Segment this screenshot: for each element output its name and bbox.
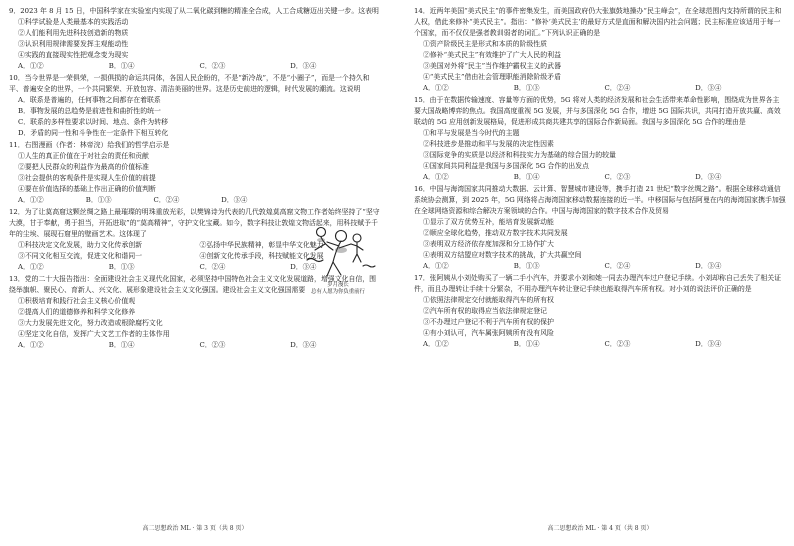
answer-options (414, 261, 786, 272)
question-stem: 15．由于在数据传输速度、容量等方面的优势，5G 将对人类的经济发展和社会生活带来革命性影响，围绕成为世界各主要大国战略博弈的焦点。我国高度重视 5G 发展，并与多国深化 5G 合作，增进 5G 国际共识，共同打造开放共赢、高效联动的 5G 应用创新发展格局，促进形成共商共建共享的国际合作新局面。我国与多国深化 5G 合作的理由是 (414, 96, 781, 126)
statement-1: ①科学试验是人类最基本的实践活动 (18, 18, 129, 26)
option-d[interactable]: D．③④ (221, 196, 248, 204)
cartoon-illustration (297, 220, 379, 280)
option-a[interactable]: A．联系是普遍的，任何事物之间都存在着联系 (18, 96, 161, 104)
option-c[interactable]: C．②④ (604, 84, 631, 92)
statement-4: ④国家间共同利益是我国与多国深化 5G 合作的出发点 (423, 162, 589, 170)
option-a[interactable]: A．①② (18, 62, 44, 70)
cartoon-caption-line-1: 岁月漫长 (327, 282, 349, 288)
option-a[interactable]: A．①② (18, 196, 44, 204)
option-c[interactable]: C．②③ (199, 62, 226, 70)
statement-3: ③认识利用规律需要发挥主观能动性 (18, 40, 129, 48)
statement-1: ①资产阶级民主是形式和本质的阶级性质 (423, 40, 548, 48)
question-stem: 13．党的二十大报告指出：全面建设社会主义现代化国家，必须坚持中国特色社会主义文化发展道路，增强文化自信，围绕举旗帜、聚民心、育新人、兴文化、展形象建设社会主义文化强国。建设社会主义文化强国需要 (9, 275, 377, 294)
option-b[interactable]: B．①③ (513, 84, 540, 92)
option-b[interactable]: B．事物发展的总趋势是前进性和曲折性的统一 (18, 107, 161, 115)
option-d[interactable]: D．③④ (695, 340, 722, 348)
answer-options (9, 195, 289, 206)
question-14 (414, 6, 786, 94)
option-d[interactable]: D．③④ (695, 262, 722, 270)
question-9 (9, 6, 381, 72)
answer-options (414, 172, 786, 183)
option-c[interactable]: C．②③ (604, 173, 631, 181)
option-b[interactable]: B．①③ (85, 196, 112, 204)
answer-options (9, 340, 381, 351)
question-stem: 9．2023 年 8 月 15 日，中国科学家在实验室内实现了从二氧化碳到糖的精准全合成，人工合成糖迈出关键一步。这表明 (9, 7, 379, 15)
option-b[interactable]: B．①④ (513, 340, 540, 348)
option-c[interactable]: C．②④ (153, 196, 180, 204)
page-3 (9, 6, 381, 536)
statement-4: ④要在价值选择的基础上作出正确的价值判断 (18, 185, 156, 193)
option-c[interactable]: C．②③ (604, 340, 631, 348)
statement-3: ③社会提供的客观条件是实现人生价值的前提 (18, 174, 156, 182)
question-stem: 12．为了让莫高窟这颗丝绸之路上最璀璨的明珠重放光彩，以樊锦诗为代表的几代敦煌莫高窟文物工作者始终坚持了“坚守大漠，甘于奉献，勇于担当，开拓进取”的“莫高精神”，守护文化宝藏。如今，数字科技让敦煌文物活起来，用科技赋予千年的尘埃、展现石窟里的壁画艺术。这体现了 (9, 208, 380, 238)
cartoon-caption (293, 282, 383, 296)
statement-2: ②修补“美式民主”有效维护了广大人民的利益 (423, 51, 561, 59)
answer-options (414, 83, 786, 94)
statement-3: ③不同文化相互交流，促进文化和谐同一 (18, 252, 143, 260)
question-stem: 17．张阿姨从小刘处购买了一辆二手小汽车，并要求小刘和她一同去办理汽车过户登记手续。小刘却称自己丢失了相关证件，而且办理转让手续十分繁杂，不用办理汽车转让登记手续也能取得汽车所有权。对小刘的说法评价正确的是 (414, 274, 782, 293)
statement-4: ④表明双方结盟应对数字技术的挑战，扩大共赢空间 (423, 251, 582, 259)
cartoon-caption-line-2: 总有人愿为你负重前行 (311, 289, 365, 295)
option-d[interactable]: D．③④ (290, 341, 317, 349)
statement-1: ①人生的真正价值在于对社会的责任和贡献 (18, 152, 149, 160)
question-16 (414, 184, 786, 272)
statement-2: ②顺应全球化趋势，推动双方数字技术共同发展 (423, 229, 568, 237)
statement-3: ③不办理过户登记不利于汽车所有权的保护 (423, 318, 554, 326)
question-stem: 14．近两年美国“美式民主”的事件密集发生，而美国政府仍大张旗鼓地操办“民主峰会”，在全球范围内支持所谓的民主和人权，借此来修补“美式民主”。指出：“修补‘美式民主’的最好方式是直面和解决国内社会问题；民主标准应该适用于每一个国家，而不仅仅是强者教训弱者的词汇。”下列认识正确的是 (414, 7, 782, 37)
statement-3: ③表明双方经济依存度加深和分工协作扩大 (423, 240, 554, 248)
statement-4: ④坚定文化自信，发挥广大文艺工作者的主体作用 (18, 330, 170, 338)
option-a[interactable]: A．①② (423, 262, 449, 270)
option-a[interactable]: A．①② (423, 84, 449, 92)
statement-4: ④有小刘认可，汽车属张阿姨所有没有风险 (423, 329, 554, 337)
option-c[interactable]: C．联系的多样性要求以时间、地点、条件为转移 (18, 118, 168, 126)
option-d[interactable]: D．③④ (290, 263, 317, 271)
question-10 (9, 73, 381, 139)
question-stem: 16．中国与海湾国家共同推动大数据、云计算、智慧城市建设等，携手打造 21 世纪“数字丝绸之路”。根据全球移动通信系统协会测算，到 2025 年，5G 网络将占海湾国家移动数据连接的近一半。中移国际与包括阿曼在内的海湾国家携手加强在全球网络资源和综合解决方案领域的合作。中国与海湾国家的数字技术合作及贸易 (414, 185, 786, 215)
statement-1: ①依照法律规定交付就能取得汽车的所有权 (423, 296, 554, 304)
option-b[interactable]: B．①③ (108, 263, 135, 271)
option-b[interactable]: B．①④ (513, 173, 540, 181)
option-d[interactable]: D．③④ (290, 62, 317, 70)
answer-options (9, 61, 381, 72)
option-d[interactable]: D．矛盾的同一性和斗争性在一定条件下相互转化 (18, 129, 169, 137)
statement-2: ②要把人民群众的利益作为最高的价值标准 (18, 163, 149, 171)
statement-4: ④“美式民主”借由社会管理职能消除阶级矛盾 (423, 73, 561, 81)
statement-1: ①显示了双方优势互补，能培育发展新动能 (423, 218, 554, 226)
option-b[interactable]: B．①④ (108, 62, 135, 70)
question-stem: 11．右图漫画（作者：林帝浣）给我们的哲学启示是 (9, 141, 170, 149)
option-c[interactable]: C．②④ (199, 263, 226, 271)
option-b[interactable]: B．①④ (108, 341, 135, 349)
option-d[interactable]: D．③④ (695, 173, 722, 181)
statement-2: ②科技进步是推动和平与发展的决定性因素 (423, 140, 554, 148)
statement-2: ②弘扬中华民族精神，彰显中华文化魅力 (199, 241, 324, 249)
answer-options (414, 339, 786, 350)
statement-2: ②人们能利用先进科技创造新的物质 (18, 29, 129, 37)
statement-4: ④实践的直接现实性把观念变为现实 (18, 51, 129, 59)
statement-3: ③国际竞争的实质是以经济和科技实力为基础的综合国力的较量 (423, 151, 616, 159)
option-a[interactable]: A．①② (423, 340, 449, 348)
statement-1: ①积极培育和践行社会主义核心价值观 (18, 297, 136, 305)
question-stem: 10．当今世界是一荣俱荣，一损俱损的命运共同体，各国人民企盼的，不是“新冷战”，不是“小圈子”，而是一个持久和平、普遍安全的世界，一个共同繁荣、开放包容、清洁美丽的世界。这是历史前进的逻辑，时代发展的潮流。这说明 (9, 74, 370, 93)
statement-1: ①和平与发展是当今时代的主题 (423, 129, 520, 137)
statement-2: ②汽车所有权的取得应当依法律规定登记 (423, 307, 548, 315)
question-11 (9, 140, 289, 206)
option-d[interactable]: D．③④ (695, 84, 722, 92)
page-footer: 高二思想政治 ML · 第 3 页（共 8 页） (142, 525, 248, 532)
question-15 (414, 95, 786, 183)
page-4 (414, 6, 786, 536)
statement-3: ③大力发展先进文化，努力改造或根除腐朽文化 (18, 319, 163, 327)
option-c[interactable]: C．②③ (199, 341, 226, 349)
option-c[interactable]: C．②④ (604, 262, 631, 270)
option-a[interactable]: A．①② (18, 263, 44, 271)
statement-2: ②提高人们的道德修养和科学文化修养 (18, 308, 136, 316)
statement-1: ①科技决定文化发展，助力文化传承创新 (18, 241, 143, 249)
option-a[interactable]: A．①② (18, 341, 44, 349)
option-a[interactable]: A．①② (423, 173, 449, 181)
page-footer: 高二思想政治 ML · 第 4 页（共 8 页） (547, 525, 653, 532)
option-b[interactable]: B．①③ (513, 262, 540, 270)
statement-3: ③美国对外将“民主”当作维护霸权主义的武器 (423, 62, 561, 70)
statement-4: ④创新文化传承手段，科技赋能文化发展 (199, 252, 324, 260)
question-17 (414, 273, 786, 350)
